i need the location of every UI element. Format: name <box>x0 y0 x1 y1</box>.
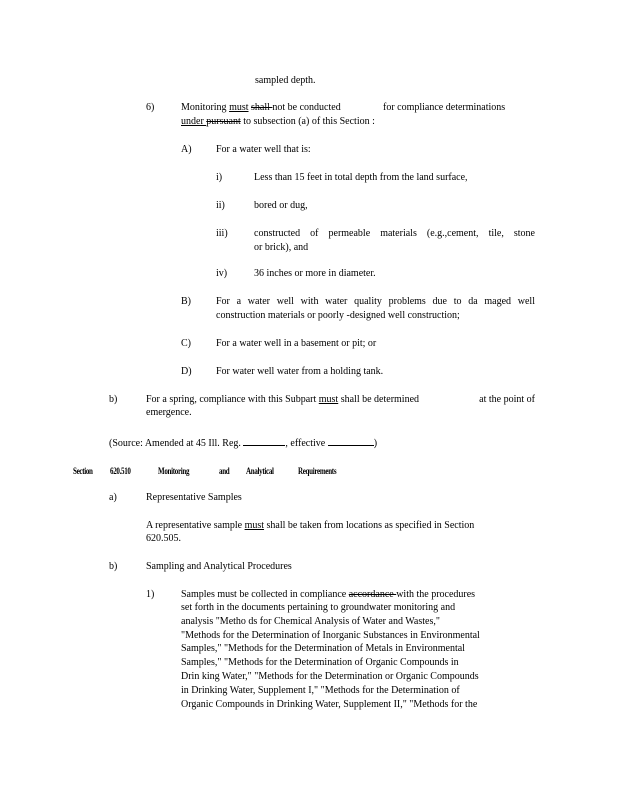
sec-b1-text-b: with the procedures <box>396 589 476 600</box>
spring-text-a: For a spring, compliance with this Subpart <box>146 394 319 405</box>
spring-line-1 <box>146 394 535 407</box>
sec-b1-line-8: in Drinking Water, Supplement I," "Methods for the Determination of <box>181 685 460 696</box>
sec-b1-line-4: "Methods for the Determination of Inorganic Substances in Environmental <box>181 630 480 641</box>
item-iii-text-2: or brick), and <box>254 242 309 253</box>
sec-b-title: Sampling and Analytical Procedures <box>146 561 292 572</box>
item-A-number: A) <box>181 144 192 155</box>
section-heading <box>73 465 413 479</box>
section-label: Section <box>73 466 93 476</box>
sec-b1-number: 1) <box>146 589 155 600</box>
item-D-number: D) <box>181 366 192 377</box>
inserted-must: must <box>244 520 265 531</box>
inserted-must: must <box>318 394 339 405</box>
spring-text-b: shall be determined <box>338 394 420 405</box>
item-B-text-1: For a water well with water quality problems due to da maged well <box>216 296 535 307</box>
sec-a-body-line-1 <box>146 520 474 533</box>
sec-b1-line-7: Drin king Water," "Methods for the Determination or Organic Compounds <box>181 671 479 682</box>
item-D-text: For water well water from a holding tank. <box>216 366 384 377</box>
section-number: 620.510 <box>110 466 131 476</box>
inserted-must: must <box>229 102 249 113</box>
spring-number: b) <box>109 394 118 405</box>
source-suffix: ) <box>373 438 378 449</box>
inserted-under: under <box>181 116 207 127</box>
item-6-text-a: Monitoring <box>181 102 230 113</box>
item-6-text-rest: to subsection (a) of this Section : <box>240 116 375 127</box>
sec-b1-line-3: analysis "Metho ds for Chemical Analysis of Water and Wastes," <box>181 616 440 627</box>
sec-b1-line-5: Samples," "Methods for the Determination of Metals in Environmental <box>181 643 465 654</box>
item-6-number: 6) <box>146 102 155 113</box>
item-iv-text: 36 inches or more in diameter. <box>254 268 376 279</box>
struck-shall: shall <box>251 102 273 113</box>
spring-text-c: at the point of <box>479 394 535 405</box>
struck-pursuant: pursuant <box>206 116 241 127</box>
section-title-4: Requirements <box>298 466 337 476</box>
sec-a-body-line-2: 620.505. <box>146 533 181 544</box>
struck-accordance: accordance <box>348 589 397 600</box>
item-iii-text-1: constructed of permeable materials (e.g.,cement, tile, stone <box>254 228 535 239</box>
sec-b1-text-a: Samples must be collected in compliance <box>181 589 349 600</box>
item-6-line-1 <box>181 102 505 115</box>
sampled-depth-line: sampled depth. <box>255 75 316 86</box>
item-6-line-2 <box>181 116 375 129</box>
item-6-text-d: for compliance determinations <box>383 102 506 113</box>
item-C-text: For a water well in a basement or pit; or <box>216 338 377 349</box>
sec-b1-line-1 <box>181 589 475 602</box>
source-prefix: (Source: Amended at 45 Ill. Reg. <box>109 438 244 449</box>
source-mid: , effective <box>285 438 328 449</box>
item-iii-number: iii) <box>216 228 228 239</box>
sec-a-number: a) <box>109 492 117 503</box>
sec-b1-line-6: Samples," "Methods for the Determination of Organic Compounds in <box>181 657 459 668</box>
item-ii-text: bored or dug, <box>254 200 308 211</box>
item-iv-number: iv) <box>216 268 228 279</box>
sec-a-text-a: A representative sample <box>146 520 245 531</box>
spring-line-2: emergence. <box>146 407 192 418</box>
item-B-text-2: construction materials or poorly -designed well construction; <box>216 310 460 321</box>
item-A-text: For a water well that is: <box>216 144 311 155</box>
item-i-number: i) <box>216 172 223 183</box>
sec-a-title: Representative Samples <box>146 492 242 503</box>
section-title-3: Analytical <box>246 466 274 476</box>
sec-b1-line-2: set forth in the documents pertaining to groundwater monitoring and <box>181 602 456 613</box>
source-blank-1 <box>243 436 285 446</box>
sec-a-text-b: shall be taken from locations as specified in Section <box>264 520 475 531</box>
source-blank-2 <box>328 436 374 446</box>
section-title-2: and <box>219 466 230 476</box>
item-ii-number: ii) <box>216 200 225 211</box>
item-C-number: C) <box>181 338 191 349</box>
item-i-text: Less than 15 feet in total depth from the land surface, <box>254 172 468 183</box>
item-6-text-c: not be conducted <box>272 102 341 113</box>
item-B-number: B) <box>181 296 191 307</box>
section-title-1: Monitoring <box>158 466 190 476</box>
sec-b-number: b) <box>109 561 118 572</box>
sec-b1-line-9: Organic Compounds in Drinking Water, Supplement II," "Methods for the <box>181 699 478 710</box>
source-note <box>109 436 377 451</box>
